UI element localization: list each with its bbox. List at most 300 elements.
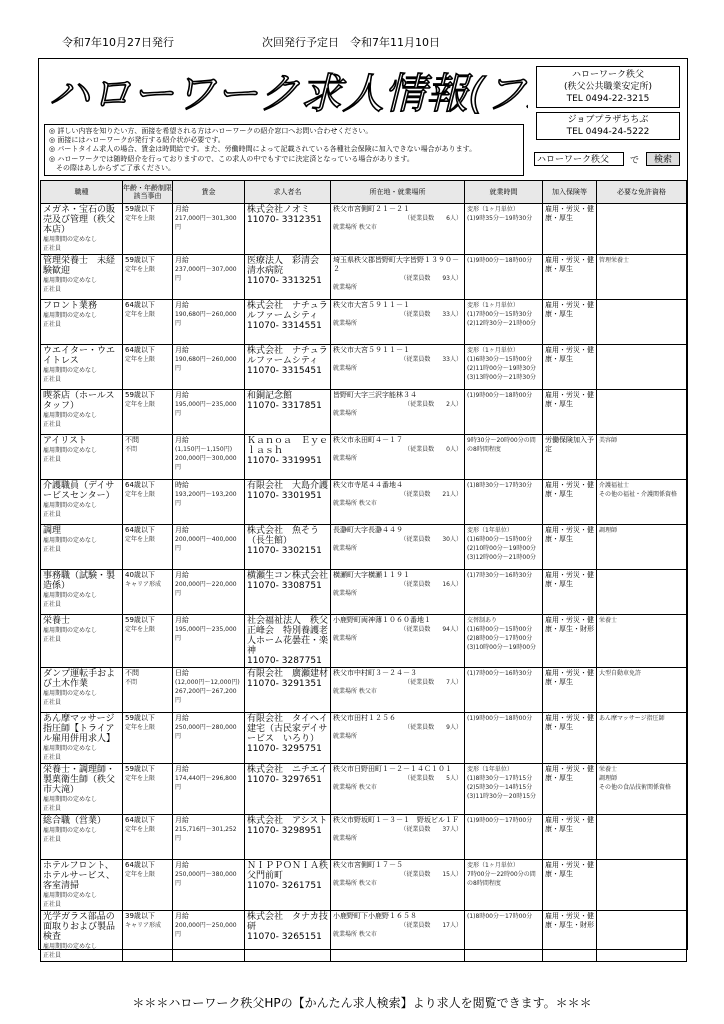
company-name: 有限会社 廣瀬建材	[247, 669, 329, 679]
table-row[interactable]	[41, 345, 687, 390]
hours-cell	[465, 300, 543, 345]
address-cell	[331, 390, 465, 435]
age-limit: 59歳以下	[125, 256, 155, 264]
work-place: 就業場所	[333, 733, 358, 740]
wage-cell	[173, 911, 245, 962]
insurance-cell	[543, 668, 597, 713]
employment-type: 正社員	[43, 245, 62, 252]
company-name: 社会福祉法人 秩父正峰会 特別養護老人ホーム花曇荘・楽神	[247, 616, 329, 656]
address: 秩父市中村町３－２４－３	[333, 669, 417, 677]
address: 秩父市宮側町２１－２１	[333, 205, 410, 213]
wage-range: 200,000円〜400,000円	[175, 536, 237, 552]
insurance: 雇用・労災・健康・厚生	[545, 346, 594, 363]
work-place: 就業場所	[333, 320, 358, 327]
wage-type: 日給	[175, 669, 189, 677]
work-hours: (1)9時00分〜18時00分	[467, 392, 533, 399]
address-cell	[331, 435, 465, 480]
license: 大型自動車免許	[599, 670, 642, 677]
insurance: 雇用・労災・健康・厚生	[545, 526, 594, 543]
company-cell	[245, 480, 331, 525]
employment-type: 正社員	[43, 321, 62, 328]
job-title: 光学ガラス部品の面取りおよび製品検査	[43, 912, 116, 942]
insurance-cell	[543, 525, 597, 570]
age-reason: 定年を上限	[125, 775, 156, 782]
job-cell	[41, 713, 123, 764]
job-number: 11070- 3291351	[247, 679, 322, 689]
job-cell	[41, 255, 123, 300]
wage-cell	[173, 815, 245, 860]
license-cell	[597, 300, 687, 345]
job-number: 11070- 3319951	[247, 456, 322, 466]
address: 秩父市宮側町１７－５	[333, 861, 403, 869]
age-limit: 59歳以下	[125, 714, 155, 722]
wage-range: 250,000円〜280,000円	[175, 724, 237, 740]
job-number: 11070- 3308751	[247, 581, 322, 591]
company-name: 株式会社 ニチエイ	[247, 765, 328, 775]
table-row[interactable]	[41, 390, 687, 435]
address-cell	[331, 255, 465, 300]
employee-count: （従業員数 5人）	[404, 775, 462, 782]
insurance-cell	[543, 255, 597, 300]
company-cell	[245, 435, 331, 480]
wage-range: 195,000円〜235,000円	[175, 401, 237, 417]
job-title: 栄養士	[43, 616, 71, 626]
job-title: ホテルフロント、ホテルサービス、客室清掃	[43, 861, 115, 891]
address-cell	[331, 860, 465, 911]
job-cell	[41, 435, 123, 480]
hours-cell	[465, 480, 543, 525]
hours-cell	[465, 668, 543, 713]
company-cell	[245, 345, 331, 390]
license-cell	[597, 204, 687, 255]
company-cell	[245, 815, 331, 860]
company-cell	[245, 615, 331, 668]
age-reason: 不問	[125, 446, 138, 453]
employment-term: 雇用期間の定めなし	[43, 892, 98, 899]
employment-term: 雇用期間の定めなし	[43, 236, 98, 243]
work-hours: 変形（1年単位） (1)6時00分〜15時00分 (2)10時00分〜19時00分 (3)12時00分〜21時00分	[467, 527, 537, 561]
table-row[interactable]	[41, 615, 687, 668]
company-cell	[245, 713, 331, 764]
jobs-table	[40, 180, 687, 962]
insurance-cell	[543, 435, 597, 480]
employee-count: （従業員数 21人）	[400, 491, 462, 498]
license: あん摩マッサージ指圧師	[599, 715, 665, 722]
employment-type: 正社員	[43, 952, 62, 959]
wage-type: 月給	[175, 391, 189, 399]
address-cell	[331, 713, 465, 764]
work-place: 就業場所	[333, 410, 358, 417]
job-cell	[41, 668, 123, 713]
license-cell	[597, 255, 687, 300]
header-hours: 就業時間	[465, 181, 543, 204]
job-number: 11070- 3265151	[247, 932, 322, 942]
employment-type: 正社員	[43, 836, 62, 843]
table-row[interactable]	[41, 815, 687, 860]
office-box	[536, 66, 680, 108]
wage-cell	[173, 713, 245, 764]
license-cell	[597, 390, 687, 435]
job-title: 事務職（試験・製造係）	[43, 571, 116, 591]
wage-type: 月給	[175, 571, 189, 579]
wage-type: 月給	[175, 816, 189, 824]
age-limit: 59歳以下	[125, 765, 155, 773]
work-place: 就業場所 秩父市	[333, 224, 377, 231]
wage-cell	[173, 300, 245, 345]
work-place: 就業場所	[333, 545, 358, 552]
address: 横瀬町大字横瀬１１９１	[333, 571, 410, 579]
employment-type: 正社員	[43, 754, 62, 761]
hours-cell	[465, 713, 543, 764]
job-title: あん摩マッサージ指圧師【トライアル雇用併用求人】	[43, 714, 116, 744]
age-reason: 定年を上限	[125, 356, 156, 363]
job-number: 11070- 3313251	[247, 276, 322, 286]
employee-count: （従業員数 94人）	[400, 626, 462, 633]
wage-type: 月給	[175, 765, 189, 773]
wage-type: 月給	[175, 616, 189, 624]
age-cell	[123, 204, 173, 255]
employment-term: 雇用期間の定めなし	[43, 943, 98, 950]
employee-count: （従業員数 37人）	[400, 826, 462, 833]
employee-count: （従業員数 0人）	[404, 446, 462, 453]
insurance-cell	[543, 764, 597, 815]
work-place: 就業場所 秩父市	[333, 784, 377, 791]
job-number: 11070- 3298951	[247, 826, 322, 836]
job-number: 11070- 3301951	[247, 491, 322, 501]
job-cell	[41, 480, 123, 525]
insurance-cell	[543, 390, 597, 435]
license: 美容師	[599, 437, 618, 444]
address-cell	[331, 668, 465, 713]
company-name: 株式会社ノオミ	[247, 205, 310, 215]
search-input[interactable]: ハローワーク秩父	[534, 152, 624, 166]
employee-count: （従業員数 93人）	[400, 275, 462, 282]
wage-cell	[173, 480, 245, 525]
issue-date: 令和7年10月27日発行	[62, 36, 174, 49]
work-hours: 交替制あり (1)6時00分〜15時00分 (2)8時00分〜17時00分 (3)10時00分〜19時00分	[467, 617, 537, 651]
wage-range: 190,680円〜260,000円	[175, 356, 237, 372]
license-cell	[597, 668, 687, 713]
table-row[interactable]	[41, 435, 687, 480]
table-row[interactable]	[41, 713, 687, 764]
employee-count: （従業員数 9人）	[404, 724, 462, 731]
office-tel: TEL 0494-22-3215	[566, 94, 650, 104]
age-limit: 39歳以下	[125, 912, 155, 920]
work-hours: 変形（1ヶ月単位） (1)6時30分〜15時00分 (2)11時00分〜19時30分 (3)13時00分〜21時30分	[467, 347, 537, 381]
job-title: フロント業務	[43, 301, 98, 311]
employment-term: 雇用期間の定めなし	[43, 447, 98, 454]
company-name: 株式会社 アシスト	[247, 816, 328, 826]
work-place: 就業場所	[333, 455, 358, 462]
job-cell	[41, 764, 123, 815]
age-reason: 定年を上限	[125, 871, 156, 878]
work-hours: 9時30分〜20時00分の間の8時間程度	[467, 437, 536, 453]
job-title: アイリスト	[43, 436, 88, 446]
job-number: 11070- 3317851	[247, 401, 322, 411]
job-number: 11070- 3315451	[247, 366, 322, 376]
employment-type: 正社員	[43, 699, 62, 706]
wage-type: 月給	[175, 346, 189, 354]
age-reason: 定年を上限	[125, 215, 156, 222]
table-row[interactable]	[41, 860, 687, 911]
note-2: ◎ 面接にはハローワークが発行する紹介状が必要です。	[49, 136, 225, 145]
employment-type: 正社員	[43, 456, 62, 463]
table-row[interactable]	[41, 480, 687, 525]
job-number: 11070- 3261751	[247, 881, 322, 891]
employment-type: 正社員	[43, 636, 62, 643]
header-company: 求人者名	[245, 181, 331, 204]
age-limit: 59歳以下	[125, 205, 155, 213]
age-limit: 64歳以下	[125, 301, 155, 309]
table-row[interactable]	[41, 525, 687, 570]
table-row[interactable]	[41, 911, 687, 962]
employee-count: （従業員数 16人）	[400, 581, 462, 588]
address: 秩父市寺尾４４番地４	[333, 481, 403, 489]
company-name: 株式会社 魚そう（長生館）	[247, 526, 320, 546]
company-cell	[245, 525, 331, 570]
insurance: 雇用・労災・健康・厚生	[545, 669, 594, 686]
age-cell	[123, 525, 173, 570]
hours-cell	[465, 860, 543, 911]
age-cell	[123, 345, 173, 390]
age-limit: 59歳以下	[125, 391, 155, 399]
table-row[interactable]	[41, 764, 687, 815]
work-hours: 変形（1ヶ月単位） (1)9時35分〜19時30分	[467, 206, 533, 222]
employment-type: 正社員	[43, 601, 62, 608]
employee-count: （従業員数 17人）	[400, 922, 462, 929]
license-cell	[597, 911, 687, 962]
address: 秩父市日野田町１－２－１４Ｃ１０１	[333, 765, 452, 773]
wage-range: 195,000円〜235,000円	[175, 626, 237, 642]
insurance-cell	[543, 615, 597, 668]
company-cell	[245, 911, 331, 962]
age-limit: 59歳以下	[125, 616, 155, 624]
company-name: 有限会社 タイヘイ建宅（古民家デイサービス いろり）	[247, 714, 328, 744]
job-title: メガネ・宝石の販売及び管理（秩父本店）	[43, 205, 116, 235]
company-cell	[245, 668, 331, 713]
header-address: 所在地・就業場所	[331, 181, 465, 204]
employment-type: 正社員	[43, 511, 62, 518]
address-cell	[331, 615, 465, 668]
plaza-tel: TEL 0494-24-5222	[566, 127, 650, 137]
employment-term: 雇用期間の定めなし	[43, 502, 98, 509]
job-cell	[41, 860, 123, 911]
address: 皆野町大字三沢字能林３４	[333, 391, 417, 399]
insurance: 雇用・労災・健康・厚生	[545, 481, 594, 498]
company-name: 株式会社 ナチュラルファームシティ	[247, 301, 328, 321]
job-title: 総合職（営業）	[43, 816, 107, 826]
job-cell	[41, 815, 123, 860]
company-cell	[245, 204, 331, 255]
work-hours: (1)9時00分〜18時00分	[467, 715, 533, 722]
wage-range: (12,000円〜12,000円) 267,200円〜267,200円	[175, 679, 240, 704]
license: 介護福祉士 その他の福祉・介護関係資格	[599, 482, 678, 498]
work-place: 就業場所	[333, 635, 358, 642]
work-hours: (1)7時30分〜16時30分	[467, 572, 533, 579]
employee-count: （従業員数 33人）	[400, 311, 462, 318]
notes-box	[44, 124, 524, 176]
work-hours: 変形（1ヶ月単位） 7時00分〜22時00分の間の8時間程度	[467, 862, 536, 887]
insurance: 雇用・労災・健康・厚生	[545, 714, 594, 731]
wage-type: 時給	[175, 481, 189, 489]
address-cell	[331, 570, 465, 615]
age-cell	[123, 300, 173, 345]
address: 秩父市野坂町１－３－１ 野坂ビル１Ｆ	[333, 816, 459, 824]
note-1: ◎ 詳しい内容を知りたい方、面接を希望される方はハローワークの紹介窓口へお問い合わせください。	[49, 127, 373, 135]
wage-range: 193,200円〜193,200円	[175, 491, 237, 507]
job-cell	[41, 911, 123, 962]
insurance: 雇用・労災・健康・厚生	[545, 391, 594, 408]
insurance: 雇用・労災・健康・厚生	[545, 765, 594, 782]
address-cell	[331, 911, 465, 962]
wage-type: 月給	[175, 526, 189, 534]
company-name: 和銅記念館	[247, 391, 293, 401]
age-cell	[123, 911, 173, 962]
job-title: 喫茶店（ホールスタッフ）	[43, 391, 115, 411]
job-number: 11070- 3312351	[247, 215, 322, 225]
company-name: Ｋａｎｏａ Ｅｙｅｌａｓｈ	[247, 436, 329, 456]
plaza-name: ジョブプラザちちぶ	[567, 115, 649, 125]
table-row[interactable]	[41, 570, 687, 615]
company-cell	[245, 570, 331, 615]
insurance: 労働保険加入予定	[545, 436, 594, 453]
license-cell	[597, 713, 687, 764]
hours-cell	[465, 764, 543, 815]
insurance-cell	[543, 911, 597, 962]
age-reason: 定年を上限	[125, 536, 156, 543]
table-row[interactable]	[41, 255, 687, 300]
wage-type: 月給	[175, 714, 189, 722]
job-number: 11070- 3287751	[247, 656, 322, 666]
hours-cell	[465, 615, 543, 668]
note-4: ◎ ハローワークでは随時紹介を行っておりますので、この求人の中でもすでに決定済となっている場合があります。	[49, 154, 414, 163]
wage-cell	[173, 764, 245, 815]
job-number: 11070- 3297651	[247, 775, 322, 785]
employment-term: 雇用期間の定めなし	[43, 412, 98, 419]
insurance-cell	[543, 300, 597, 345]
age-cell	[123, 764, 173, 815]
insurance-cell	[543, 860, 597, 911]
work-hours: (1)9時00分〜17時00分	[467, 817, 533, 824]
company-name: 横瀬生コン株式会社	[247, 571, 329, 581]
work-place: 就業場所	[333, 365, 358, 372]
employment-term: 雇用期間の定めなし	[43, 745, 98, 752]
header-age: 年齢・年齢制限該当事由	[123, 181, 173, 204]
employment-type: 正社員	[43, 546, 62, 553]
age-reason: 定年を上限	[125, 724, 156, 731]
job-cell	[41, 300, 123, 345]
company-name: 株式会社 ナチュラルファームシティ	[247, 346, 328, 366]
license-cell	[597, 345, 687, 390]
work-hours: (1)8時30分〜17時30分	[467, 482, 533, 489]
table-row[interactable]	[41, 668, 687, 713]
age-reason: 定年を上限	[125, 826, 156, 833]
age-cell	[123, 390, 173, 435]
license-cell	[597, 570, 687, 615]
employment-type: 正社員	[43, 376, 62, 383]
wage-cell	[173, 668, 245, 713]
address: 埼玉県秩父郡皆野町大字皆野１３９０－２	[333, 256, 459, 273]
table-header	[41, 181, 687, 204]
insurance: 雇用・労災・健康・厚生・財形	[545, 616, 594, 633]
company-name: ＮＩＰＰＯＮＩＡ秩父門前町	[247, 861, 329, 881]
job-cell	[41, 204, 123, 255]
address: 秩父市永田町４－１７	[333, 436, 403, 444]
job-cell	[41, 615, 123, 668]
address-cell	[331, 204, 465, 255]
job-cell	[41, 525, 123, 570]
insurance: 雇用・労災・健康・厚生	[545, 205, 594, 222]
employee-count: （従業員数 15人）	[400, 871, 462, 878]
wage-range: (1,150円〜1,150円) 200,000円〜300,000円	[175, 446, 237, 471]
wage-cell	[173, 525, 245, 570]
hours-cell	[465, 390, 543, 435]
hours-cell	[465, 911, 543, 962]
employment-term: 雇用期間の定めなし	[43, 592, 98, 599]
employee-count: （従業員数 33人）	[400, 356, 462, 363]
wage-type: 月給	[175, 861, 189, 869]
age-limit: 64歳以下	[125, 816, 155, 824]
license-cell	[597, 615, 687, 668]
company-name: 株式会社 タナカ技研	[247, 912, 328, 932]
insurance: 雇用・労災・健康・厚生	[545, 861, 594, 878]
license-cell	[597, 815, 687, 860]
license-cell	[597, 435, 687, 480]
age-limit: 40歳以下	[125, 571, 155, 579]
employee-count: （従業員数 6人）	[404, 215, 462, 222]
address-cell	[331, 525, 465, 570]
wage-cell	[173, 435, 245, 480]
job-title: ウエイター・ウエイトレス	[43, 346, 116, 366]
license: 栄養士 調理師 その他の食品技術関係資格	[599, 766, 672, 791]
company-name: 医療法人 彩清会 清水病院	[247, 256, 329, 276]
wage-cell	[173, 615, 245, 668]
job-cell	[41, 390, 123, 435]
age-cell	[123, 615, 173, 668]
employment-type: 正社員	[43, 901, 62, 908]
employment-term: 雇用期間の定めなし	[43, 690, 98, 697]
plaza-box	[536, 112, 680, 140]
employee-count: （従業員数 30人）	[400, 536, 462, 543]
table-row[interactable]	[41, 300, 687, 345]
employment-term: 雇用期間の定めなし	[43, 537, 98, 544]
hours-cell	[465, 255, 543, 300]
wage-range: 200,000円〜250,000円	[175, 922, 237, 938]
employment-term: 雇用期間の定めなし	[43, 367, 98, 374]
insurance: 雇用・労災・健康・厚生・財形	[545, 912, 594, 929]
hours-cell	[465, 815, 543, 860]
age-cell	[123, 668, 173, 713]
table-row[interactable]	[41, 204, 687, 255]
employee-count: （従業員数 2人）	[404, 401, 462, 408]
insurance-cell	[543, 345, 597, 390]
age-reason: 定年を上限	[125, 311, 156, 318]
work-place: 就業場所 秩父市	[333, 931, 377, 938]
wage-cell	[173, 204, 245, 255]
employment-type: 正社員	[43, 805, 62, 812]
work-hours: 変形（1ヶ月単位） (1)7時00分〜15時30分 (2)12時30分〜21時00分	[467, 302, 537, 327]
company-name: 有限会社 大島介護	[247, 481, 329, 491]
job-cell	[41, 570, 123, 615]
address: 小鹿野町両神薄１０６０番地１	[333, 616, 431, 624]
search-button[interactable]: 検索	[646, 152, 680, 166]
search-de: で	[630, 156, 640, 166]
hours-cell	[465, 435, 543, 480]
address: 小鹿野町下小鹿野１６５８	[333, 912, 417, 920]
age-cell	[123, 435, 173, 480]
wage-range: 250,000円〜380,000円	[175, 871, 237, 887]
age-cell	[123, 570, 173, 615]
